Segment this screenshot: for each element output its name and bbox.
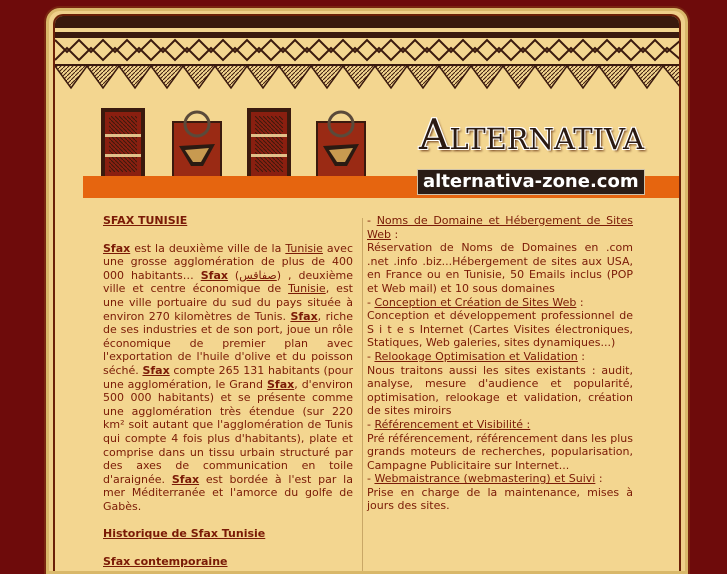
service-suffix: : — [577, 349, 585, 363]
link-inline[interactable]: صفاقس — [239, 268, 277, 282]
ornament-window-icon — [101, 108, 145, 180]
header-banner — [55, 16, 681, 202]
spacer — [103, 228, 353, 242]
service-title — [367, 472, 633, 486]
link-historique[interactable]: Historique de Sfax Tunisie — [103, 527, 266, 541]
service-title — [367, 350, 633, 364]
service-description: Prise en charge de la maintenance, mises à jours des sites. — [367, 485, 633, 513]
text-segment: ( — [227, 268, 240, 282]
link-sfax[interactable]: Sfax — [290, 309, 318, 323]
main-content — [55, 202, 681, 571]
sfax-description — [103, 242, 353, 514]
spacer — [103, 541, 353, 555]
logo-subtitle: alternativa-zone.com — [417, 169, 645, 195]
logo-title: Alternativa — [419, 110, 645, 159]
link-inline[interactable]: Tunisie — [285, 241, 323, 255]
bullet-dash: - — [367, 214, 377, 227]
ornament-pendant-icon — [173, 112, 221, 180]
service-description: Pré référencement, référencement dans les plus grands moteurs de recherches, popularisation, Campagne Publicitaire sur Internet... — [367, 431, 633, 472]
text-segment: avec une grosse agglomération de plus de 400 000 habitants… — [103, 241, 353, 282]
service-description: Réservation de Noms de Domaines en .com .net .info .biz...Hébergement de sites aux USA, en France ou en Tunisie, 50 Emails inclus (POP et Web mail) et 10 sous domaines — [367, 241, 633, 295]
page-frame — [46, 8, 688, 574]
link-inline[interactable]: Tunisie — [288, 282, 326, 296]
service-link[interactable]: Webmaistrance (webmastering) et Suivi — [374, 472, 596, 486]
service-suffix: : — [595, 472, 603, 486]
text-segment: , est une ville portuaire du sud du pays située à environ 270 kilomètres de Tunis. — [103, 282, 353, 323]
ornament-pendant-icon-2 — [317, 112, 365, 180]
page-inner — [53, 14, 681, 571]
right-column — [367, 214, 633, 513]
text-segment: , riche de ses industries et de son port, joue un rôle économique de premier plan avec l'exportation de l'huile d'olive et du poisson séché. — [103, 309, 353, 377]
service-title — [367, 418, 633, 432]
spacer — [103, 513, 353, 527]
service-link[interactable]: Conception et Création de Sites Web — [374, 295, 577, 309]
text-segment: est la deuxième ville de la — [130, 241, 286, 255]
heading-sfax-tunisie[interactable]: SFAX TUNISIE — [103, 214, 188, 227]
text-segment: ) , deuxième ville et centre économique de — [103, 268, 353, 296]
text-segment: est bordée à l'est par la mer Méditerranée et l'amorce du golfe de Gabès. — [103, 472, 353, 513]
text-segment: , d'environ 500 000 habitants) et se présente comme une agglomération très étendue (sur 220 km² soit autant que l'agglomération de Tunis qui compte 4 fois plus d'habitants), plate et comprise dans un tissu urbain structuré par des axes de communication en toile d'araignée. — [103, 377, 353, 486]
link-sfax[interactable]: Sfax — [200, 268, 228, 282]
bullet-dash: - — [367, 349, 375, 363]
service-link[interactable]: Noms de Domaine et Hébergement de Sites Web — [367, 214, 633, 241]
link-sfax[interactable]: Sfax — [266, 377, 295, 391]
link-sfax[interactable]: Sfax — [142, 363, 170, 377]
bullet-dash: - — [367, 472, 375, 486]
service-title — [367, 214, 633, 241]
bullet-dash: - — [367, 417, 375, 431]
link-sfax-contemporaine[interactable]: Sfax contemporaine — [103, 555, 228, 569]
bullet-dash: - — [367, 295, 375, 309]
service-title — [367, 296, 633, 310]
text-segment: compte 265 131 habitants (pour une agglomération, le Grand — [103, 363, 353, 391]
service-suffix: : — [390, 227, 399, 241]
service-description: Conception et développement professionnel de S i t e s Internet (Cartes Visites électroniques, Statiques, Web galeries, sites dynamiques...) — [367, 309, 633, 350]
link-sfax[interactable]: Sfax — [171, 472, 200, 486]
service-description: Nous traitons aussi les sites existants : audit, analyse, mesure d'audience et popularité, optimisation, relookage et validation, création de sites miroirs — [367, 363, 633, 418]
service-link[interactable]: Relookage Optimisation et Validation — [374, 349, 578, 363]
column-divider — [362, 218, 363, 571]
ornament-window-icon-2 — [247, 108, 291, 180]
service-link[interactable]: Référencement et Visibilité : — [374, 417, 531, 431]
service-suffix: : — [576, 295, 584, 309]
left-column — [103, 214, 353, 569]
link-sfax[interactable]: Sfax — [103, 241, 131, 255]
